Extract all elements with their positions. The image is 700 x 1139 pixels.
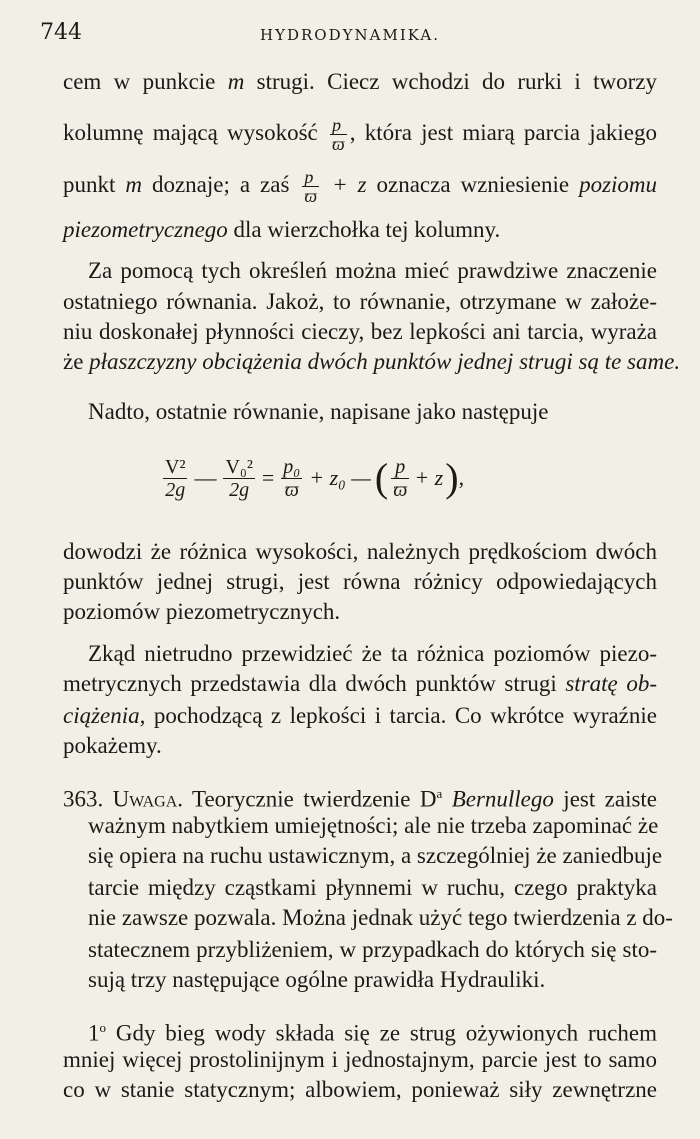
- text-line: że płaszczyzny obciążenia dwóch punktów jednej strugi są te same.: [63, 349, 681, 374]
- text-line: się opiera na ruchu ustawicznym, a szczególniej że zaniedbuje: [88, 843, 663, 868]
- text-line: punkt m doznaje; a zaś $\frac{p}{ϖ}$ + z oznacza wzniesienie poziomu: [63, 167, 658, 206]
- fraction-v02-over-2g: $\frac{\text{V₀²}}{2g}$: [225, 455, 253, 501]
- text-line: ostatniego równania. Jakoż, to równanie, otrzymane w założe-: [63, 289, 657, 314]
- running-title: HYDRODYNAMIKA.: [260, 26, 440, 44]
- text-line: 1$^o$ Gdy bieg wody składa się ze strug ożywionych ruchem: [88, 1020, 657, 1046]
- text-line: tarcie między cząstkami płynnemi w ruchu, czego praktyka: [88, 875, 657, 900]
- fraction-p-over-w: $\frac{p}{ϖ}$: [393, 455, 408, 501]
- page-header: [40, 20, 660, 50]
- fraction-p-over-w: $\frac{p}{ϖ}$: [332, 115, 345, 154]
- fraction-p-over-w: $\frac{p}{ϖ}$: [304, 167, 318, 206]
- text-line: cem w punkcie m strugi. Ciecz wchodzi do rurki i tworzy: [63, 69, 657, 94]
- text-line: sują trzy następujące ogólne prawidła Hydrauliki.: [88, 967, 546, 992]
- text-line: statecznem przybliżeniem, w przypadkach do których się sto-: [88, 937, 657, 962]
- text-line: dowodzi że różnica wysokości, należnych prędkościom dwóch: [63, 539, 657, 564]
- fraction-v2-over-2g: $\frac{\text{V²}}{2g}$: [165, 455, 186, 501]
- text-line: co w stanie statycznym; albowiem, ponieważ siły zewnętrzne: [63, 1077, 657, 1102]
- section-heading-line: 363. Uwaga. Teorycznie twierdzenie $D^a$ Bernullego jest zaiste: [63, 786, 658, 812]
- text-line: pokażemy.: [63, 733, 162, 758]
- text-line: kolumnę mającą wysokość $\frac{p}{ϖ}$ , która jest miarą parcia jakiego: [63, 115, 657, 154]
- page-number: 744: [40, 20, 82, 45]
- text-line: poziomów piezometrycznych.: [63, 599, 341, 624]
- text-line: Nadto, ostatnie równanie, napisane jako następuje: [88, 399, 549, 424]
- text-line: nie zawsze pozwala. Można jednak użyć tego twierdzenia z do-: [88, 905, 673, 930]
- text-line: Zkąd nietrudno przewidzieć że ta różnica poziomów piezo-: [88, 641, 657, 666]
- text-line: ważnym nabytkiem umiejętności; ale nie trzeba zapominać że: [88, 813, 659, 838]
- text-line: punktów jednej strugi, jest równa różnicy odpowiedających: [63, 569, 657, 594]
- text-line: niu doskonałej płynności cieczy, bez lepkości ani tarcia, wyraża: [63, 319, 657, 344]
- text-line: Za pomocą tych określeń można mieć prawdziwe znaczenie: [88, 258, 657, 283]
- bernoulli-formula: $\frac{\text{V²}}{2g}$ — $\frac{\text{V₀²}}{2g}$ = $\frac{\text{p₀}}{ϖ}$ + z₀ — ( $\frac{p}{ϖ}$ + z ) ,: [165, 455, 465, 501]
- text-line: mniej więcej prostolinijnym i jednostajnym, parcie jest to samo: [63, 1047, 657, 1072]
- text-line: ciążenia, pochodzącą z lepkości i tarcia. Co wkrótce wyraźnie: [63, 703, 657, 728]
- text-line: piezometrycznego dla wierzchołka tej kolumny.: [63, 217, 501, 242]
- text-line: metrycznych przedstawia dla dwóch punktów strugi stratę ob-: [63, 671, 657, 696]
- fraction-p0-over-w: $\frac{\text{p₀}}{ϖ}$: [283, 455, 301, 501]
